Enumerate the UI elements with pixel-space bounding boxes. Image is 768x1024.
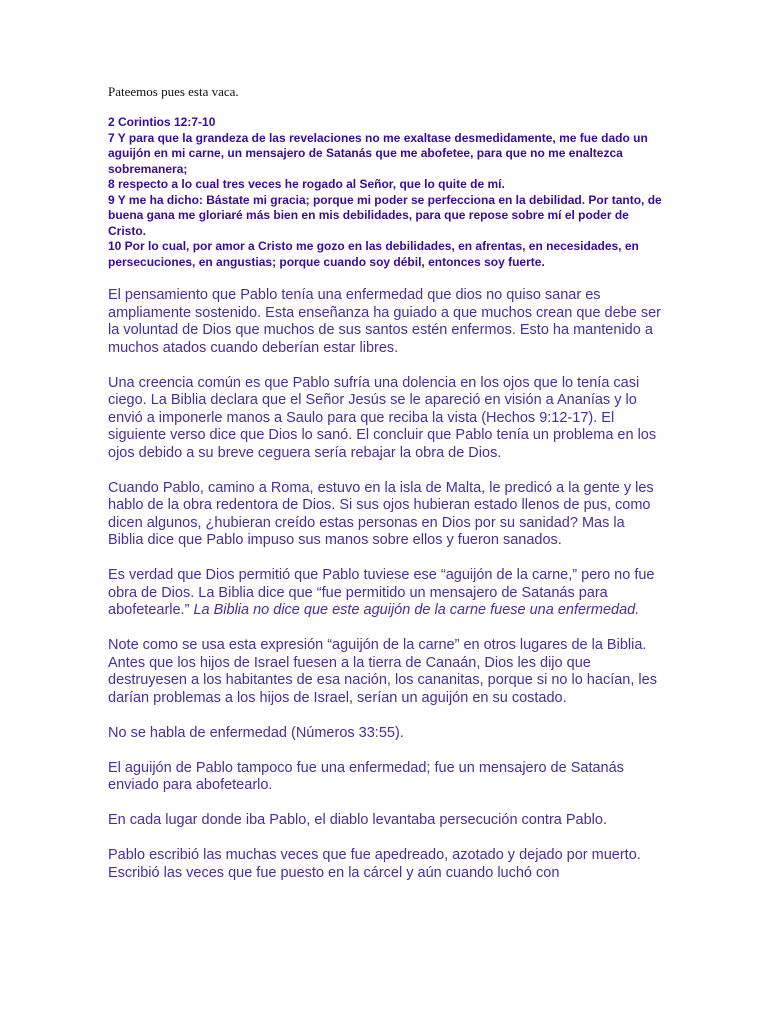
verse-10: 10 Por lo cual, por amor a Cristo me gozo en las debilidades, en afrentas, en necesidades, en persecuciones, en angustias; porque cuando soy débil, entonces soy fuerte. (108, 239, 639, 269)
paragraph-4-text: Es verdad que Dios permitió que Pablo tuviese ese “aguijón de la carne,” pero no fue obra de Dios. La Biblia dice que “fue permitido un mensajero de Satanás para abofetearle.” (108, 567, 655, 618)
document-title: Pateemos pues esta vaca. (108, 84, 239, 99)
paragraph-2: Una creencia común es que Pablo sufría una dolencia en los ojos que lo tenía casi ciego. La Biblia declara que el Señor Jesús se le apareció en visión a Ananías y lo envió a imponerle manos a Saulo para que reciba la vista (Hechos 9:12-17). El siguiente verso dice que Dios lo sanó. El concluir que Pablo tenía un problema en los ojos debido a su breve ceguera sería rebajar la obra de Dios. (108, 374, 657, 461)
paragraph-9: Pablo escribió las muchas veces que fue apedreado, azotado y dejado por muerto. Escribió las veces que fue puesto en la cárcel y aún cuando luchó con (108, 847, 641, 881)
paragraph-8: En cada lugar donde iba Pablo, el diablo levantaba persecución contra Pablo. (108, 812, 607, 828)
paragraph-1: El pensamiento que Pablo tenía una enfermedad que dios no quiso sanar es ampliamente sostenido. Esta enseñanza ha guiado a que muchos crean que debe ser la voluntad de Dios que muchos de sus santos estén enfermos. Esto ha mantenido a muchos atados cuando deberían estar libres. (108, 287, 661, 356)
verse-9: 9 Y me ha dicho: Bástate mi gracia; porque mi poder se perfecciona en la debilidad. Por tanto, de buena gana me gloriaré más bien en mis debilidades, para que repose sobre mí el poder de Cristo. (108, 192, 662, 238)
paragraph-4 (108, 567, 664, 620)
scripture-reference (108, 115, 664, 270)
reference-heading: 2 Corintios 12:7-10 (108, 115, 216, 129)
paragraph-5: Note como se usa esta expresión “aguijón de la carne” en otros lugares de la Biblia. Antes que los hijos de Israel fuesen a la tierra de Canaán, Dios les dijo que destruyesen a los habitantes de esa nación, los cananitas, porque si no lo hacían, les darían problemas a los hijos de Israel, serían un aguijón en su costado. (108, 637, 657, 706)
paragraph-6: No se habla de enfermedad (Números 33:55). (108, 724, 404, 741)
verse-7: 7 Y para que la grandeza de las revelaciones no me exaltase desmedidamente, me fue dado un aguijón en mi carne, un mensajero de Satanás que me abofetee, para que no me enaltezca sobremanera; (108, 130, 648, 176)
body-text (108, 287, 664, 900)
paragraph-7: El aguijón de Pablo tampoco fue una enfermedad; fue un mensajero de Satanás enviado para abofetearlo. (108, 759, 624, 793)
paragraph-3: Cuando Pablo, camino a Roma, estuvo en la isla de Malta, le predicó a la gente y les hablo de la obra redentora de Dios. Si sus ojos hubieran estado llenos de pus, como dicen algunos, ¿hubieran creído estas personas en Dios por su sanidad? Mas la Biblia dice que Pablo impuso sus manos sobre ellos y fueron sanados. (108, 479, 654, 548)
paragraph-4-italic: La Biblia no dice que este aguijón de la carne fuese una enfermedad. (193, 602, 640, 618)
verse-8: 8 respecto a lo cual tres veces he rogado al Señor, que lo quite de mí. (108, 177, 505, 191)
